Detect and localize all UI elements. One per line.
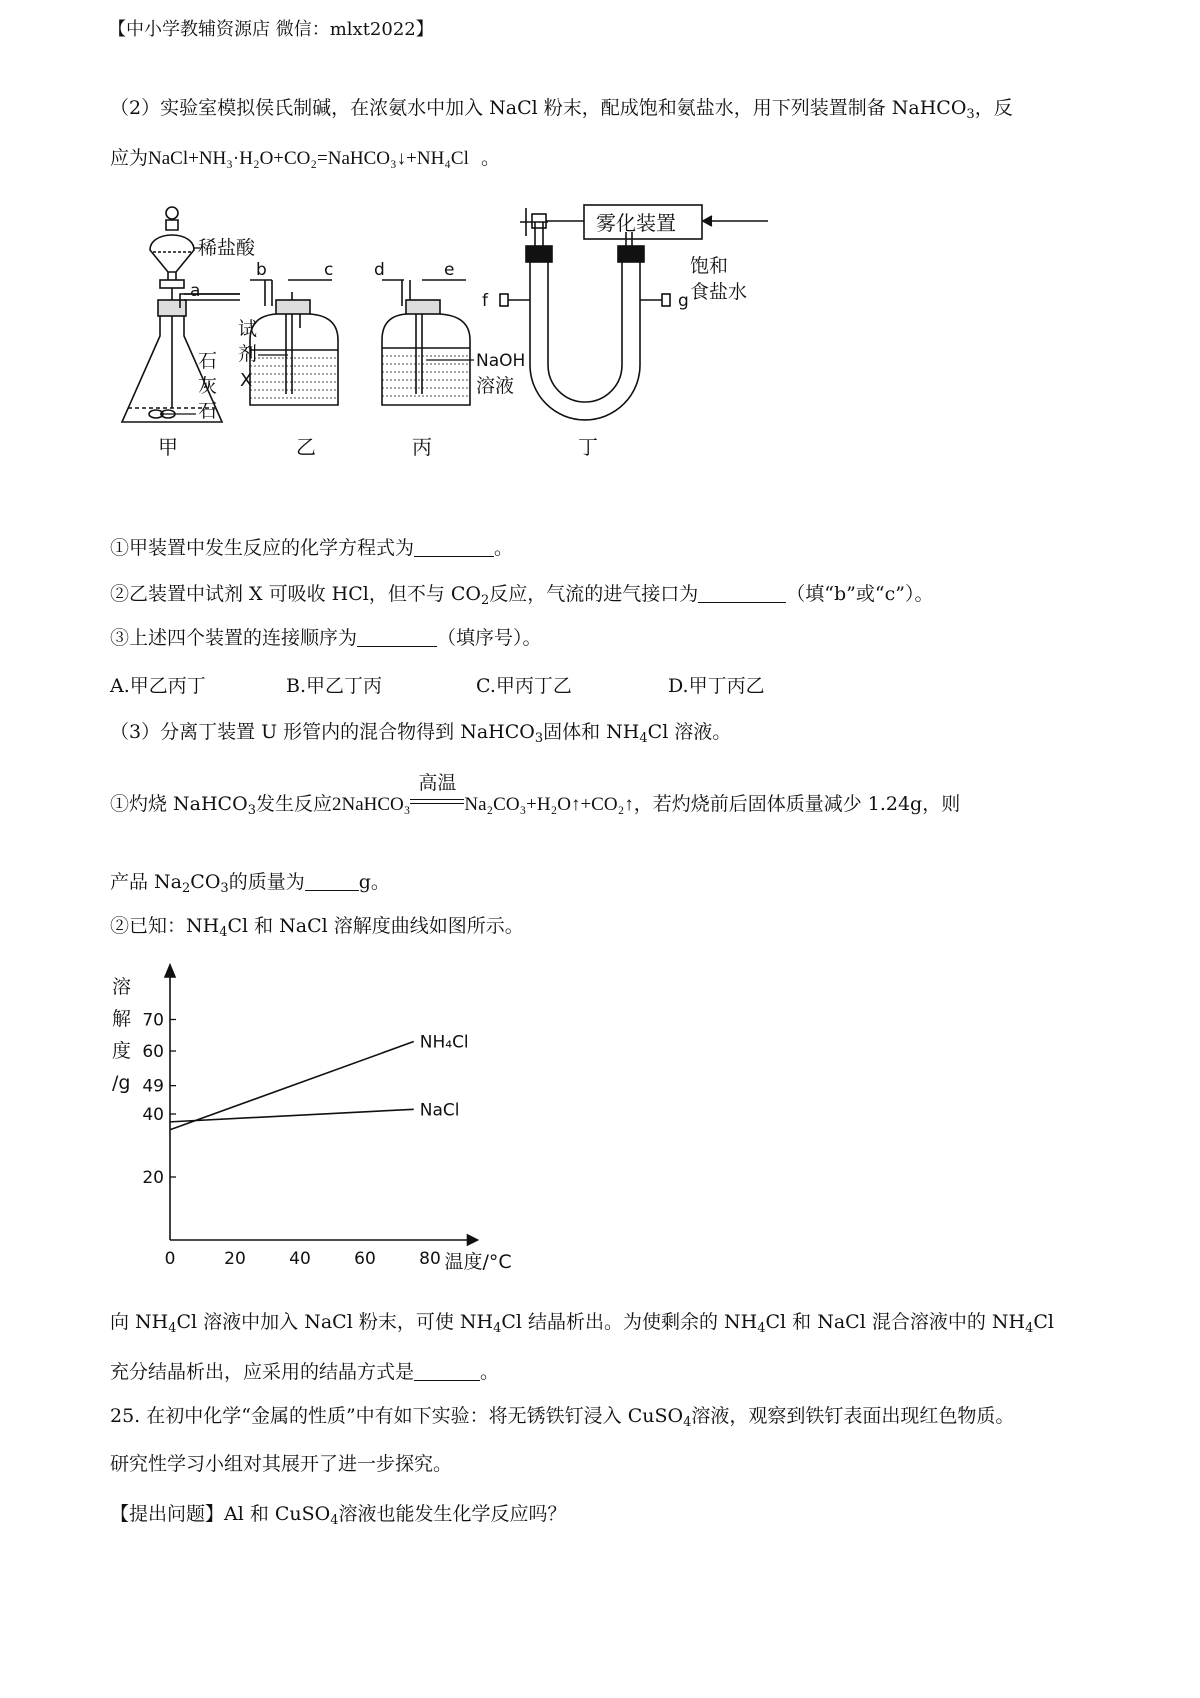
label-brine: 食盐水 <box>690 281 748 303</box>
y-tick-label: 60 <box>142 1042 164 1062</box>
y-tick-label: 20 <box>142 1168 164 1188</box>
q3-reaction-line: ①灼烧 NaHCO$_3$发生反应2NaHCO₃ 高温 Na₂CO₃+H₂O↑+CO₂↑，若灼烧前后固体质量减少 1.24g，则 <box>110 772 961 818</box>
reaction-equation: NaCl+NH₃·H₂O+CO₂=NaHCO₃↓+NH₄Cl <box>148 148 469 169</box>
q2-intro-line2: 应为NaCl+NH₃·H₂O+CO₂=NaHCO₃↓+NH₄Cl 。 <box>110 147 500 169</box>
apparatus-diagram <box>100 200 820 500</box>
y-axis-arrow <box>165 965 175 977</box>
option-d[interactable]: D.甲丁丙乙 <box>668 675 765 697</box>
label-port-b: b <box>256 260 267 280</box>
x-tick-label: 60 <box>354 1249 376 1269</box>
label-port-c: c <box>324 260 334 280</box>
x-axis-label: 温度/°C <box>444 1251 512 1273</box>
answer-blank[interactable] <box>357 626 437 647</box>
option-c[interactable]: C.甲丙丁乙 <box>476 675 572 697</box>
label-reagent-2: 剂 <box>238 343 258 365</box>
label-port-d: d <box>374 260 385 280</box>
x-tick-label: 40 <box>289 1249 311 1269</box>
caption-jia: 甲 <box>158 435 178 459</box>
y-axis-label: /g <box>112 1072 131 1094</box>
solubility-chart <box>110 955 550 1285</box>
caption-yi: 乙 <box>296 435 316 459</box>
x-tick-label: 0 <box>164 1249 176 1269</box>
label-limestone-1: 石 <box>198 350 218 372</box>
q2-sub1: ①甲装置中发生反应的化学方程式为 。 <box>110 537 514 559</box>
series-label: NH₄Cl <box>419 1032 469 1053</box>
answer-blank[interactable] <box>698 582 786 603</box>
answer-blank[interactable] <box>414 536 494 557</box>
label-reagent-x: X <box>240 370 253 391</box>
q3-crystallize-line1: 向 $NH_4Cl$ 溶液中加入 NaCl 粉末，可使 $NH_4Cl$ 结晶析出。为使剩余的 $NH_4Cl$ 和 NaCl 混合溶液中的 $NH_4Cl$ <box>110 1311 1054 1336</box>
q25-line1: 25. 在初中化学“金属的性质”中有如下实验：将无锈铁钉浸入 CuSO$_4$溶液，观察到铁钉表面出现红色物质。 <box>110 1405 1015 1430</box>
label-dilute-hcl: 稀盐酸 <box>198 237 256 259</box>
series-line-nacl <box>170 1109 414 1122</box>
page-header: 【中小学教辅资源店 微信：mlxt2022】 <box>108 19 434 40</box>
q2-intro-line1: （2）实验室模拟侯氏制碱，在浓氨水中加入 NaCl 粉末，配成饱和氨盐水，用下列装置制备 NaHCO$_3$，反 <box>110 97 1013 122</box>
reaction-condition: 高温 <box>410 799 464 810</box>
q3-crystallize-line2: 充分结晶析出，应采用的结晶方式是 。 <box>110 1361 500 1383</box>
x-tick-label: 20 <box>224 1249 246 1269</box>
q25-line2: 研究性学习小组对其展开了进一步探究。 <box>110 1453 453 1475</box>
q3-title: （3）分离丁装置 U 形管内的混合物得到 NaHCO$_3$固体和 $NH_4Cl$ 溶液。 <box>110 721 732 746</box>
q2-sub2: ②乙装置中试剂 X 可吸收 HCl，但不与 $CO_2$反应，气流的进气接口为 （填“b”或“c”）。 <box>110 583 934 608</box>
label-limestone-2: 灰 <box>198 375 218 397</box>
q3-solubility-intro: ②已知：$NH_4Cl$ 和 NaCl 溶解度曲线如图所示。 <box>110 915 524 940</box>
label-saturated: 饱和 <box>690 255 729 277</box>
y-axis-label: 解 <box>112 1008 132 1030</box>
answer-blank[interactable] <box>305 870 359 891</box>
answer-blank[interactable] <box>414 1360 480 1381</box>
label-naoh: NaOH <box>476 351 526 371</box>
q25-line3: 【提出问题】Al 和 CuSO$_4$溶液也能发生化学反应吗？ <box>110 1503 567 1528</box>
option-b[interactable]: B.甲乙丁丙 <box>286 675 383 697</box>
label-naoh-solution: 溶液 <box>476 375 515 397</box>
q3-mass-line: 产品 $Na_2CO_3$的质量为 g。 <box>110 871 390 896</box>
label-port-a: a <box>190 281 201 301</box>
series-line-nh4cl <box>170 1042 414 1130</box>
caption-ding: 丁 <box>578 435 598 459</box>
x-tick-label: 80 <box>419 1249 441 1269</box>
label-port-g: g <box>678 291 689 311</box>
options-row <box>110 672 765 700</box>
x-axis-arrow <box>468 1235 478 1245</box>
y-axis-label: 溶 <box>112 976 132 998</box>
option-a[interactable]: A.甲乙丙丁 <box>110 675 206 697</box>
y-tick-label: 70 <box>142 1010 164 1031</box>
caption-bing: 丙 <box>412 435 432 459</box>
label-atomizer: 雾化装置 <box>596 211 676 235</box>
y-axis-label: 度 <box>112 1040 132 1062</box>
series-label: NaCl <box>419 1100 460 1121</box>
label-limestone-3: 石 <box>198 400 218 422</box>
label-reagent-1: 试 <box>238 318 258 340</box>
y-tick-label: 40 <box>142 1105 164 1125</box>
label-port-e: e <box>444 260 455 280</box>
q2-sub3: ③上述四个装置的连接顺序为 （填序号）。 <box>110 627 542 649</box>
label-port-f: f <box>482 291 488 311</box>
y-tick-label: 49 <box>142 1076 164 1097</box>
